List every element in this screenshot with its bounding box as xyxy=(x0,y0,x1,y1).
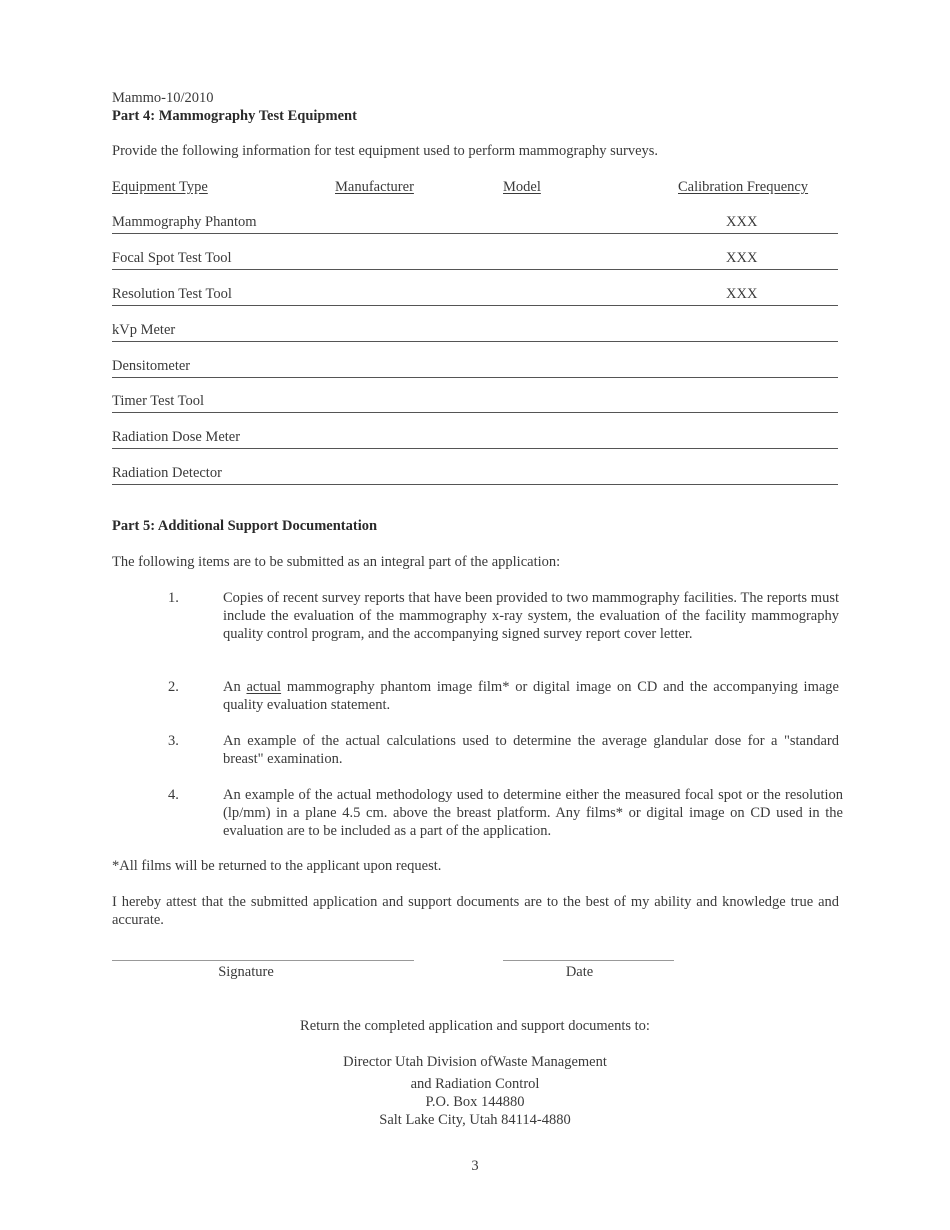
equipment-row-mammography-phantom[interactable] xyxy=(112,213,838,234)
signature-label: Signature xyxy=(218,964,274,980)
part4-title: Part 4: Mammography Test Equipment xyxy=(112,108,357,124)
calibration-value: XXX xyxy=(726,250,758,266)
equipment-label: Radiation Dose Meter xyxy=(112,429,241,445)
list-item-number: 4. xyxy=(168,787,179,803)
equipment-label: Radiation Detector xyxy=(112,465,222,481)
list-item-number: 1. xyxy=(168,590,179,606)
equipment-row-densitometer[interactable] xyxy=(112,357,838,378)
list-item-number: 2. xyxy=(168,679,179,695)
equipment-label: Resolution Test Tool xyxy=(112,286,232,302)
equipment-label: Mammography Phantom xyxy=(112,214,257,230)
column-header-calibration-frequency: Calibration Frequency xyxy=(678,179,809,195)
form-id: Mammo-10/2010 xyxy=(112,90,214,106)
footnote: *All films will be returned to the applicant upon request. xyxy=(112,858,442,874)
list-item-text-part: mammography phantom image film* or digital image on CD and the accompanying image quality evaluation statement. xyxy=(223,679,839,713)
list-item-emphasis: actual xyxy=(246,679,282,695)
signature-line[interactable] xyxy=(112,960,414,961)
list-item-text xyxy=(223,678,839,714)
attestation-text: I hereby attest that the submitted application and support documents are to the best of my ability and knowledge true and accurate. xyxy=(112,894,839,928)
part4-intro: Provide the following information for test equipment used to perform mammography surveys. xyxy=(112,143,659,159)
equipment-label: Densitometer xyxy=(112,358,191,374)
equipment-row-resolution-test-tool[interactable] xyxy=(112,285,838,306)
date-label: Date xyxy=(565,964,594,980)
column-header-model: Model xyxy=(503,179,541,195)
address-line: Director Utah Division ofWaste Management xyxy=(343,1054,607,1070)
address-line: and Radiation Control xyxy=(410,1076,540,1092)
return-instruction: Return the completed application and support documents to: xyxy=(300,1018,650,1034)
equipment-row-timer-test-tool[interactable] xyxy=(112,392,838,413)
page-number: 3 xyxy=(471,1158,479,1174)
equipment-label: kVp Meter xyxy=(112,322,176,338)
list-item-text-part: An xyxy=(223,679,247,695)
date-line[interactable] xyxy=(503,960,674,961)
equipment-label: Focal Spot Test Tool xyxy=(112,250,232,266)
address-line: Salt Lake City, Utah 84114-4880 xyxy=(379,1112,571,1128)
column-header-manufacturer: Manufacturer xyxy=(335,179,414,195)
column-header-equipment-type: Equipment Type xyxy=(112,179,208,195)
list-item-text: Copies of recent survey reports that have been provided to two mammography facilities. The reports must include the evaluation of the mammography x-ray system, the evaluation of the facility mammography quality control program, and the accompanying signed survey report cover letter. xyxy=(223,590,839,642)
address-line: P.O. Box 144880 xyxy=(425,1094,525,1110)
list-item-text: An example of the actual calculations used to determine the average glandular dose for a "standard breast" examination. xyxy=(223,733,839,767)
calibration-value: XXX xyxy=(726,214,758,230)
list-item-text: An example of the actual methodology used to determine either the measured focal spot or the resolution (lp/mm) in a plane 4.5 cm. above the breast platform. Any films* or digital image on CD used in the evaluation are to be included as a part of the application. xyxy=(223,787,843,839)
equipment-label: Timer Test Tool xyxy=(112,393,204,409)
equipment-row-focal-spot-test-tool[interactable] xyxy=(112,249,838,270)
list-item-number: 3. xyxy=(168,733,179,749)
part5-title: Part 5: Additional Support Documentation xyxy=(112,518,378,534)
equipment-row-kvp-meter[interactable] xyxy=(112,321,838,342)
calibration-value: XXX xyxy=(726,286,758,302)
equipment-row-radiation-dose-meter[interactable] xyxy=(112,428,838,449)
part5-intro: The following items are to be submitted as an integral part of the application: xyxy=(112,554,561,570)
equipment-row-radiation-detector[interactable] xyxy=(112,464,838,485)
